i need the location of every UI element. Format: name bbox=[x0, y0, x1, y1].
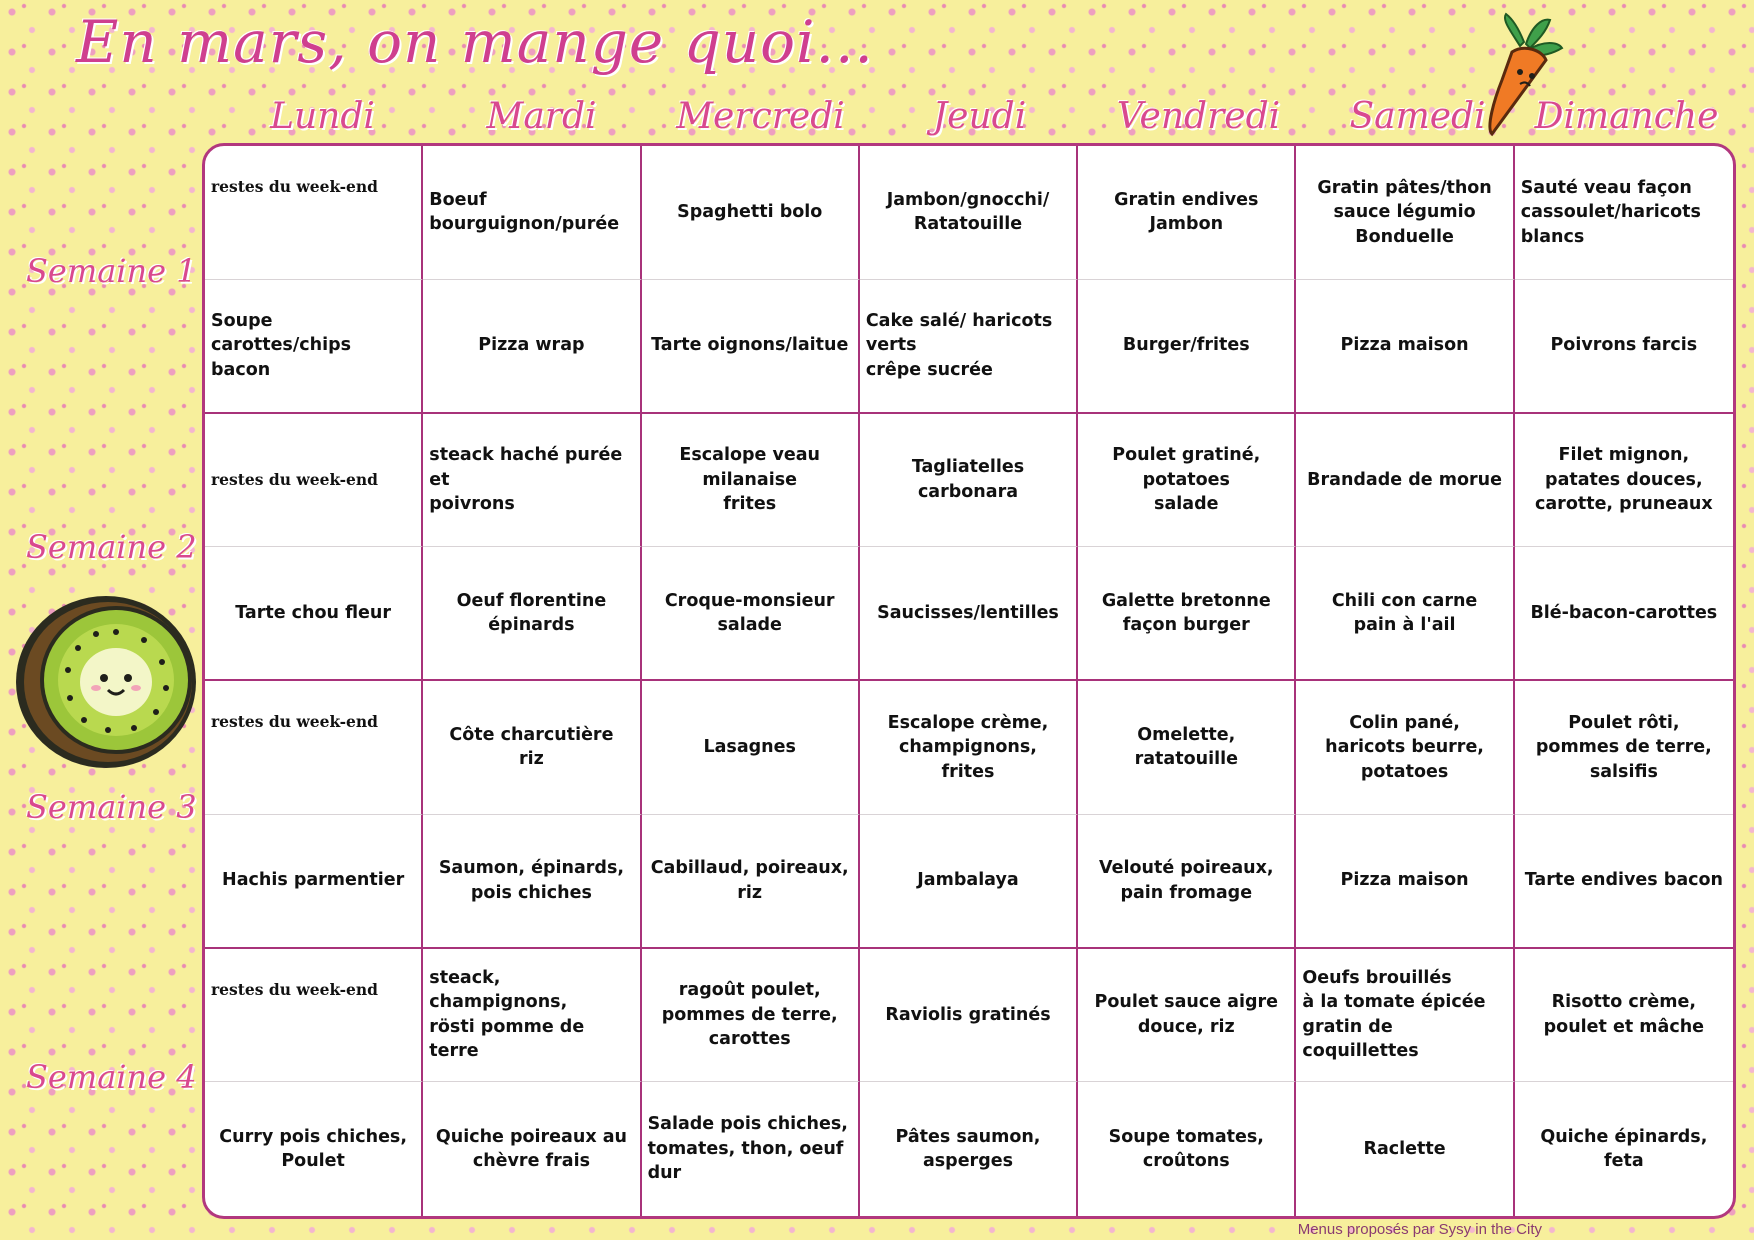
day-header-vendredi: Vendredi bbox=[1116, 96, 1281, 137]
meal-cell-week2-row2-mardi: Oeuf florentine épinards bbox=[423, 547, 641, 681]
meal-cell-week4-row2-vendredi: Soupe tomates, croûtons bbox=[1078, 1082, 1296, 1216]
meal-cell-week2-row2-mercredi: Croque-monsieur salade bbox=[642, 547, 860, 681]
meal-cell-week3-row2-lundi: Hachis parmentier bbox=[205, 815, 423, 949]
meal-cell-week2-row1-lundi: restes du week-end bbox=[205, 414, 423, 548]
menu-grid bbox=[202, 143, 1736, 1219]
kiwi-illustration bbox=[12, 590, 200, 772]
meal-cell-week3-row1-jeudi: Escalope crème, champignons, frites bbox=[860, 681, 1078, 815]
week-label-3: Semaine 3 bbox=[26, 788, 197, 826]
meal-cell-week4-row2-dimanche: Quiche épinards, feta bbox=[1540, 1126, 1708, 1172]
meal-cell-week3-row1-samedi: Colin pané, haricots beurre, potatoes bbox=[1296, 681, 1514, 815]
day-header-samedi: Samedi bbox=[1349, 96, 1486, 137]
meal-cell-week4-row2-lundi: Curry pois chiches, Poulet bbox=[205, 1082, 423, 1216]
meal-cell-week4-row1-samedi: Oeufs brouillés à la tomate épicée gratin de coquillettes bbox=[1296, 949, 1514, 1083]
meal-cell-week1-row1-lundi: restes du week-end bbox=[205, 146, 423, 280]
week-label-4: Semaine 4 bbox=[26, 1058, 197, 1096]
meal-cell-week2-row1-jeudi: Tagliatelles carbonara bbox=[860, 414, 1078, 548]
meal-cell-week2-row2-jeudi: Saucisses/lentilles bbox=[860, 547, 1078, 681]
meal-cell-week4-row1-lundi: restes du week-end bbox=[205, 949, 423, 1083]
carrot-illustration bbox=[1480, 10, 1566, 138]
meal-cell-week1-row2-lundi: Soupe carottes/chips bacon bbox=[205, 280, 423, 414]
day-header-dimanche: Dimanche bbox=[1534, 96, 1719, 137]
week-label-1: Semaine 1 bbox=[26, 252, 197, 290]
meal-cell-week2-row2-lundi: Tarte chou fleur bbox=[205, 547, 423, 681]
meal-cell-week3-row1-vendredi: Omelette, ratatouille bbox=[1078, 681, 1296, 815]
week-label-2: Semaine 2 bbox=[26, 528, 197, 566]
day-header-mercredi: Mercredi bbox=[676, 96, 845, 137]
meal-cell-week1-row1-samedi: Gratin pâtes/thon sauce légumio Bonduelle bbox=[1296, 146, 1514, 280]
meal-cell-week2-row2-dimanche: Blé-bacon-carottes bbox=[1515, 547, 1733, 681]
meal-cell-week1-row2-mardi: Pizza wrap bbox=[423, 280, 641, 414]
meal-cell-week1-row2-vendredi: Burger/frites bbox=[1078, 280, 1296, 414]
meal-cell-week3-row1-mercredi: Lasagnes bbox=[642, 681, 860, 815]
meal-cell-week4-row2-jeudi: Pâtes saumon, asperges bbox=[860, 1082, 1078, 1216]
meal-cell-week3-row1-lundi: restes du week-end bbox=[205, 681, 423, 815]
meal-cell-week4-row1-jeudi: Raviolis gratinés bbox=[860, 949, 1078, 1083]
meal-cell-week4-row2-mercredi: Salade pois chiches, tomates, thon, oeuf dur bbox=[642, 1082, 860, 1216]
meal-cell-week3-row2-dimanche: Tarte endives bacon bbox=[1515, 815, 1733, 949]
meal-cell-week2-row1-mardi: steack haché purée et poivrons bbox=[423, 414, 641, 548]
meal-cell-week4-row1-mardi: steack, champignons, rösti pomme de terre bbox=[423, 949, 641, 1083]
meal-cell-week2-row1-mercredi: Escalope veau milanaise frites bbox=[642, 414, 860, 548]
meal-cell-week3-row2-jeudi: Jambalaya bbox=[860, 815, 1078, 949]
meal-cell-week1-row2-dimanche: Poivrons farcis bbox=[1515, 280, 1733, 414]
meal-cell-week4-row2-samedi: Raclette bbox=[1296, 1082, 1514, 1216]
meal-cell-week2-row2-vendredi: Galette bretonne façon burger bbox=[1078, 547, 1296, 681]
meal-cell-week1-row2-jeudi: Cake salé/ haricots verts crêpe sucrée bbox=[860, 280, 1078, 414]
meal-cell-week1-row1-vendredi: Gratin endives Jambon bbox=[1078, 146, 1296, 280]
meal-cell-week3-row2-mardi: Saumon, épinards, pois chiches bbox=[423, 815, 641, 949]
meal-cell-week3-row2-mercredi: Cabillaud, poireaux, riz bbox=[642, 815, 860, 949]
meal-cell-week4-row1-mercredi: ragoût poulet, pommes de terre, carottes bbox=[642, 949, 860, 1083]
day-header-lundi: Lundi bbox=[270, 96, 375, 137]
meal-cell-week2-row2-samedi: Chili con carne pain à l'ail bbox=[1296, 547, 1514, 681]
meal-cell-week1-row1-mercredi: Spaghetti bolo bbox=[642, 146, 860, 280]
meal-cell-week4-row2-mardi: Quiche poireaux au chèvre frais bbox=[423, 1082, 641, 1216]
footer-credit: Menus proposés par Sysy in the City bbox=[1297, 1221, 1542, 1238]
meal-cell-week1-row2-mercredi: Tarte oignons/laitue bbox=[642, 280, 860, 414]
meal-cell-week3-row1-mardi: Côte charcutière riz bbox=[423, 681, 641, 815]
meal-cell-week2-row1-samedi: Brandade de morue bbox=[1296, 414, 1514, 548]
meal-cell-week1-row1-dimanche: Sauté veau façon cassoulet/haricots blancs bbox=[1515, 146, 1733, 280]
page-title: En mars, on mange quoi... bbox=[76, 8, 874, 76]
meal-cell-week1-row1-mardi: Boeuf bourguignon/purée bbox=[423, 146, 641, 280]
day-header-mardi: Mardi bbox=[486, 96, 597, 137]
meal-cell-week4-row1-dimanche: Risotto crème, poulet et mâche bbox=[1515, 949, 1733, 1083]
meal-cell-week1-row2-samedi: Pizza maison bbox=[1296, 280, 1514, 414]
day-header-jeudi: Jeudi bbox=[932, 96, 1027, 137]
meal-cell-week2-row1-vendredi: Poulet gratiné, potatoes salade bbox=[1078, 414, 1296, 548]
meal-cell-week3-row2-vendredi: Velouté poireaux, pain fromage bbox=[1078, 815, 1296, 949]
meal-cell-week1-row1-jeudi: Jambon/gnocchi/ Ratatouille bbox=[860, 146, 1078, 280]
meal-cell-week3-row1-dimanche: Poulet rôti, pommes de terre, salsifis bbox=[1515, 681, 1733, 815]
meal-cell-week4-row1-vendredi: Poulet sauce aigre douce, riz bbox=[1078, 949, 1296, 1083]
meal-cell-week2-row1-dimanche: Filet mignon, patates douces, carotte, pruneaux bbox=[1515, 414, 1733, 548]
meal-cell-week3-row2-samedi: Pizza maison bbox=[1296, 815, 1514, 949]
